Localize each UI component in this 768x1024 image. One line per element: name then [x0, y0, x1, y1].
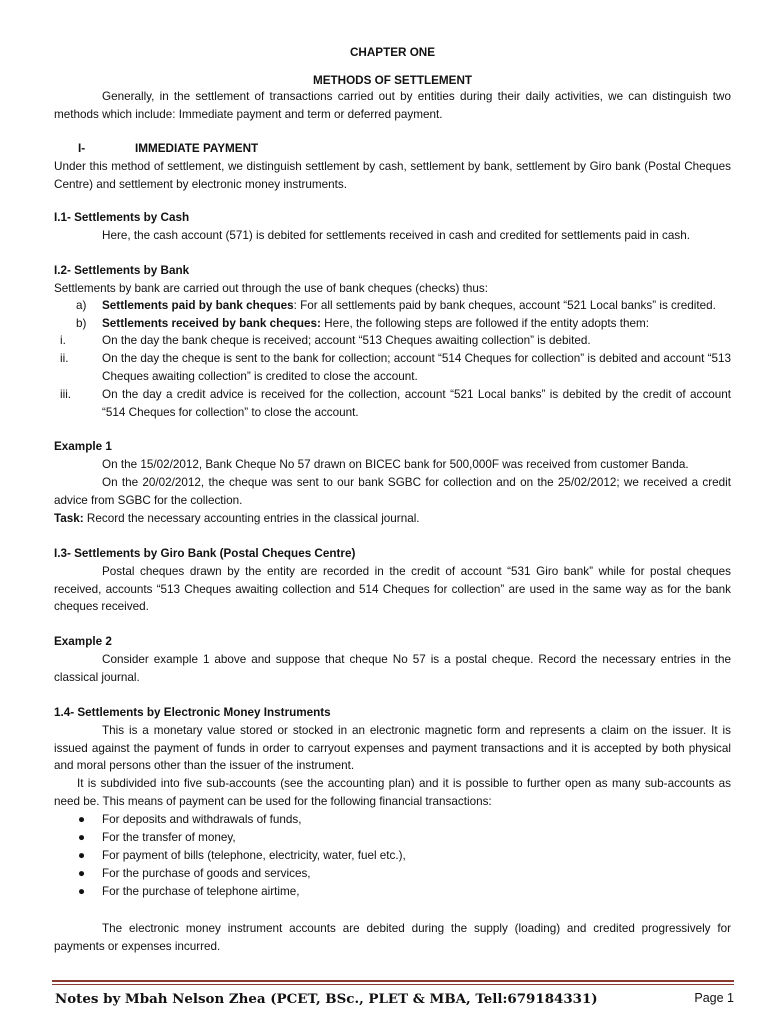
- bullet-text: For the purchase of goods and services,: [102, 867, 311, 880]
- chapter-label: CHAPTER ONE: [349, 46, 436, 59]
- subsection-heading-cash: I.1- Settlements by Cash: [54, 211, 190, 224]
- list-item-bold: Settlements received by bank cheques:: [102, 317, 321, 330]
- cash-paragraph: Here, the cash account (571) is debited for settlements received in cash and credited for settlements paid in cash.: [102, 229, 690, 242]
- bullet-item: [54, 883, 300, 901]
- bullet-item: [54, 847, 406, 865]
- section-paragraph: Under this method of settlement, we distinguish settlement by cash, settlement by bank, settlement by Giro bank (Postal Cheques Centre) and settlement by electronic money instruments.: [54, 160, 731, 191]
- bullet-icon: ●: [78, 813, 86, 826]
- list-item-a: [54, 297, 731, 315]
- example-1-paragraph-2: On the 20/02/2012, the cheque was sent to our bank SGBC for collection and on the 25/02/2012; we received a credit advice from SGBC for the collection.: [54, 476, 731, 507]
- step-text: On the day a credit advice is received for the collection, account “521 Local banks” is debited by the credit of account “514 Cheques for collection” to close the account.: [102, 388, 731, 419]
- intro-paragraph: Generally, in the settlement of transactions carried out by entities during their daily activities, we can distinguish two methods which include: Immediate payment and term or deferred payment.: [54, 90, 731, 121]
- step-item: [54, 350, 731, 385]
- example-1-paragraph-1: On the 15/02/2012, Bank Cheque No 57 drawn on BICEC bank for 500,000F was received from customer Banda.: [102, 458, 689, 471]
- electronic-paragraph-3: The electronic money instrument accounts are debited during the supply (loading) and credited progressively for payments or expenses incurred.: [54, 922, 731, 953]
- page-number: Page 1: [694, 991, 734, 1005]
- section-number: I-: [78, 142, 86, 155]
- step-text: On the day the bank cheque is received; account “513 Cheques awaiting collection” is debited.: [102, 334, 591, 347]
- bullet-item: [54, 829, 236, 847]
- bullet-icon: ●: [78, 885, 86, 898]
- list-marker: a): [76, 299, 87, 312]
- subsection-heading-giro: I.3- Settlements by Giro Bank (Postal Cheques Centre): [54, 547, 356, 560]
- task-label: Task:: [54, 512, 84, 525]
- step-text: On the day the cheque is sent to the bank for collection; account “514 Cheques for collection” is debited and account “513 Cheques awaiting collection” is credited to close the account.: [102, 352, 731, 383]
- footer-note: Notes by Mbah Nelson Zhea (PCET, BSc., PLET & MBA, Tell:679184331): [55, 991, 598, 1007]
- bullet-icon: ●: [78, 831, 86, 844]
- bullet-text: For the purchase of telephone airtime,: [102, 885, 300, 898]
- bullet-item: [54, 865, 311, 883]
- bullet-item: [54, 811, 301, 829]
- example-1-heading: Example 1: [54, 440, 112, 453]
- list-marker: b): [76, 317, 87, 330]
- bullet-icon: ●: [78, 849, 86, 862]
- subsection-heading-bank: I.2- Settlements by Bank: [54, 264, 190, 277]
- bullet-text: For deposits and withdrawals of funds,: [102, 813, 302, 826]
- step-marker: i.: [60, 334, 66, 347]
- section-heading: IMMEDIATE PAYMENT: [135, 142, 259, 155]
- giro-paragraph: Postal cheques drawn by the entity are recorded in the credit of account “531 Giro bank” while for postal cheques received, accounts “513 Cheques awaiting collection and 514 Cheques for collection” are used in the same way as for the bank cheques received.: [54, 565, 731, 614]
- list-item-b: [54, 315, 731, 333]
- list-item-bold: Settlements paid by bank cheques: [102, 299, 294, 312]
- task-text: Record the necessary accounting entries in the classical journal.: [83, 512, 420, 525]
- electronic-paragraph-2: It is subdivided into five sub-accounts (see the accounting plan) and it is possible to further open as many sub-accounts as need be. This means of payment can be used for the following financial transactions:: [54, 777, 731, 808]
- bullet-text: For the transfer of money,: [102, 831, 236, 844]
- list-item-text: Here, the following steps are followed if the entity adopts them:: [320, 317, 649, 330]
- subsection-heading-electronic: 1.4- Settlements by Electronic Money Instruments: [54, 706, 331, 719]
- example-2-paragraph: Consider example 1 above and suppose that cheque No 57 is a postal cheque. Record the necessary entries in the classical journal.: [54, 653, 731, 684]
- document-title: METHODS OF SETTLEMENT: [312, 74, 473, 87]
- footer-rule-thin: [52, 984, 734, 985]
- bank-paragraph: Settlements by bank are carried out through the use of bank cheques (checks) thus:: [54, 282, 488, 295]
- example-1-task: [54, 510, 731, 528]
- example-2-heading: Example 2: [54, 635, 112, 648]
- bullet-text: For payment of bills (telephone, electricity, water, fuel etc.),: [102, 849, 406, 862]
- page-footer: [55, 991, 735, 1007]
- bullet-icon: ●: [78, 867, 86, 880]
- step-marker: ii.: [60, 352, 69, 365]
- step-item: [54, 332, 731, 350]
- footer-rule-thick: [52, 980, 734, 982]
- step-item: [54, 386, 731, 421]
- step-marker: iii.: [60, 388, 72, 401]
- list-item-text: : For all settlements paid by bank cheques, account “521 Local banks” is credited.: [293, 299, 716, 312]
- electronic-paragraph-1: This is a monetary value stored or stocked in an electronic magnetic form and represents a claim on the issuer. It is issued against the payment of funds in order to carryout expenses and payment transactions and it is accepted by both physical and moral persons other than the issuer of the instrument.: [54, 724, 731, 773]
